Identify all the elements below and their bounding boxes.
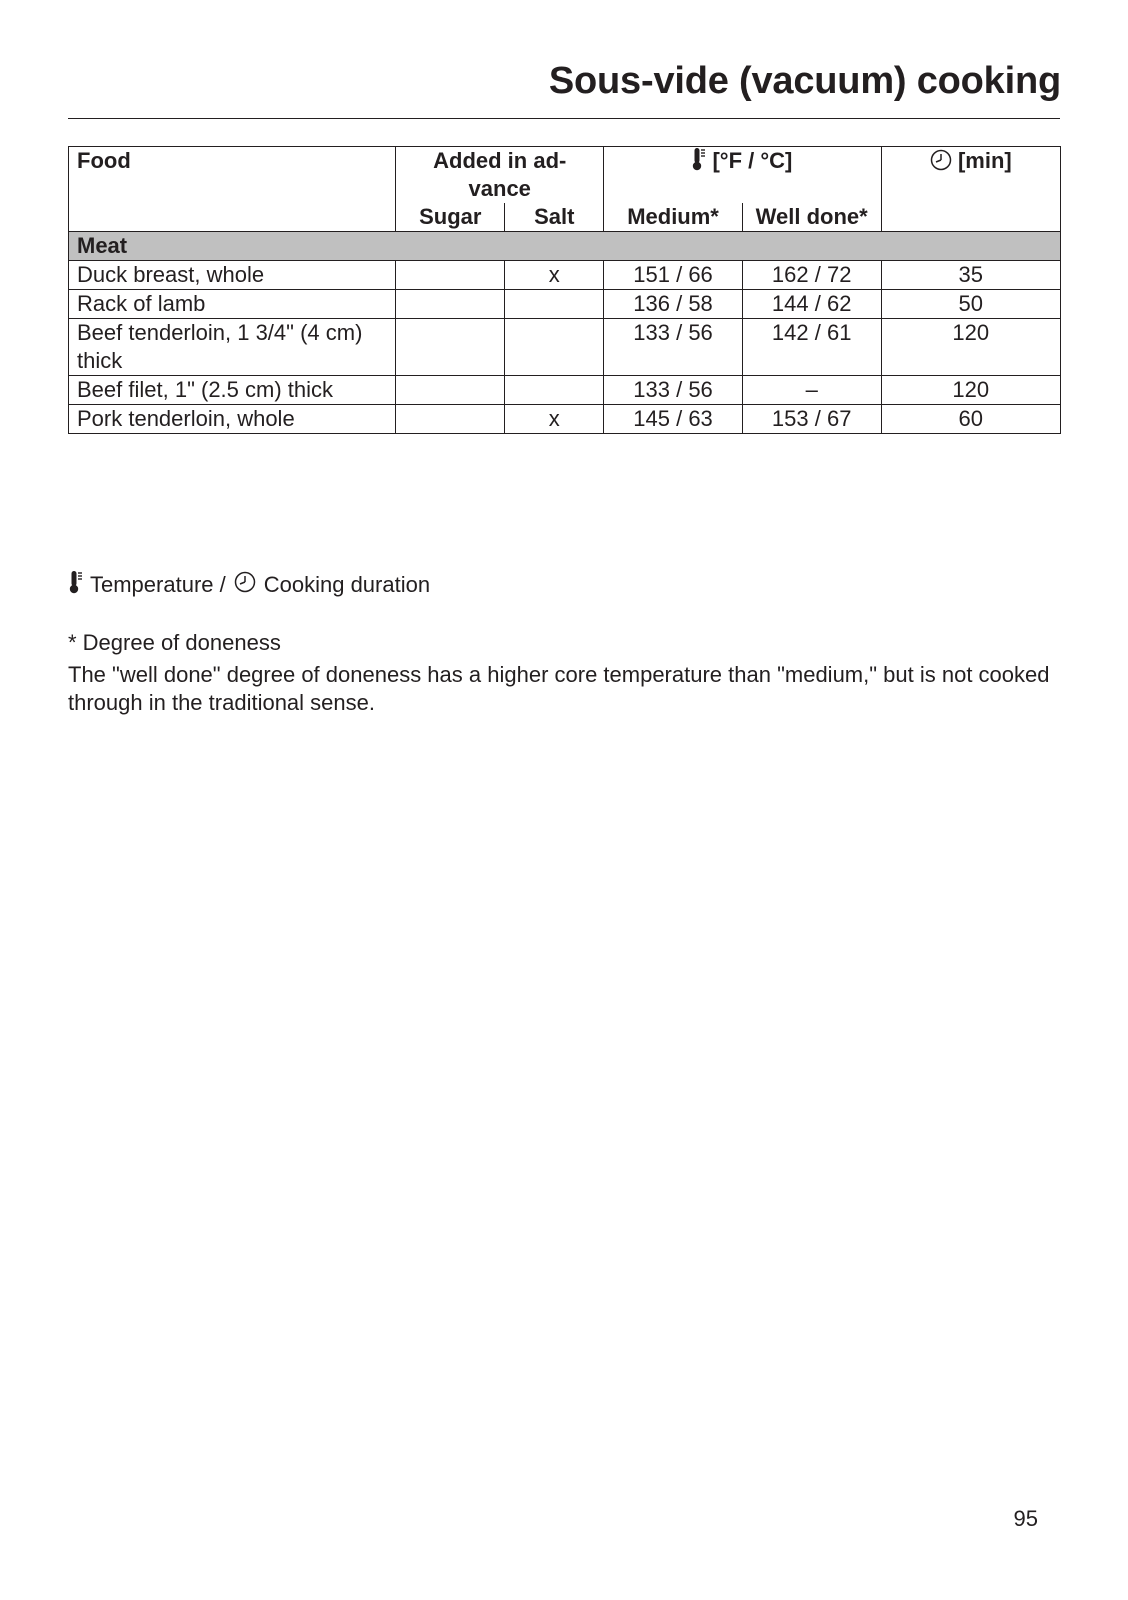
legend-temperature: Temperature / <box>90 572 226 597</box>
header-added-in-advance: Added in ad- vance <box>396 147 604 204</box>
cell-food: Pork tenderloin, whole <box>69 405 396 434</box>
cell-well-done: 142 / 61 <box>742 319 881 376</box>
table-row <box>69 405 1061 434</box>
cell-medium: 133 / 56 <box>604 319 743 376</box>
cell-medium: 151 / 66 <box>604 261 743 290</box>
cell-sugar <box>396 376 505 405</box>
thermometer-icon <box>68 570 84 600</box>
header-salt: Salt <box>505 203 604 232</box>
clock-icon <box>930 149 952 178</box>
page-title: Sous-vide (vacuum) cooking <box>548 60 1061 102</box>
legend-duration: Cooking duration <box>263 572 431 597</box>
cell-food: Beef filet, 1" (2.5 cm) thick <box>69 376 396 405</box>
table-header-row <box>69 147 1061 204</box>
cell-salt <box>505 319 604 376</box>
cell-food: Rack of lamb <box>69 290 396 319</box>
header-medium: Medium* <box>604 203 743 232</box>
table-row <box>69 319 1061 376</box>
clock-icon <box>234 571 256 599</box>
legend <box>68 570 430 600</box>
cell-minutes: 35 <box>881 261 1060 290</box>
header-food: Food <box>69 147 396 232</box>
cell-food: Duck breast, whole <box>69 261 396 290</box>
title-divider <box>68 118 1060 119</box>
cell-well-done: 144 / 62 <box>742 290 881 319</box>
cell-minutes: 120 <box>881 376 1060 405</box>
cell-sugar <box>396 290 505 319</box>
table-row <box>69 261 1061 290</box>
cell-salt <box>505 290 604 319</box>
footnote-title: * Degree of doneness <box>68 630 281 655</box>
cell-sugar <box>396 261 505 290</box>
section-row-meat <box>69 232 1061 261</box>
cell-food: Beef tenderloin, 1 3/4" (4 cm) thick <box>69 319 396 376</box>
cell-minutes: 60 <box>881 405 1060 434</box>
cell-medium: 145 / 63 <box>604 405 743 434</box>
cell-medium: 133 / 56 <box>604 376 743 405</box>
cell-salt: x <box>505 405 604 434</box>
header-sugar: Sugar <box>396 203 505 232</box>
cell-minutes: 50 <box>881 290 1060 319</box>
cell-well-done: 153 / 67 <box>742 405 881 434</box>
cell-salt: x <box>505 261 604 290</box>
cell-minutes: 120 <box>881 319 1060 376</box>
footnote-text: The "well done" degree of doneness has a higher core temperature than "medium," but is not cooked through in the traditional sense. <box>68 662 1050 715</box>
cell-well-done: 162 / 72 <box>742 261 881 290</box>
cell-sugar <box>396 405 505 434</box>
cooking-table <box>68 146 1061 434</box>
cell-salt <box>505 376 604 405</box>
header-duration <box>881 147 1060 232</box>
cell-medium: 136 / 58 <box>604 290 743 319</box>
header-duration-label: [min] <box>957 148 1012 173</box>
header-temperature <box>604 147 881 204</box>
cell-well-done: – <box>742 376 881 405</box>
header-temperature-label: [°F / °C] <box>712 148 793 173</box>
header-well-done: Well done* <box>742 203 881 232</box>
table-row <box>69 376 1061 405</box>
section-label: Meat <box>69 232 1061 261</box>
page-number: 95 <box>1013 1506 1038 1531</box>
table-row <box>69 290 1061 319</box>
cell-sugar <box>396 319 505 376</box>
thermometer-icon <box>692 147 706 178</box>
